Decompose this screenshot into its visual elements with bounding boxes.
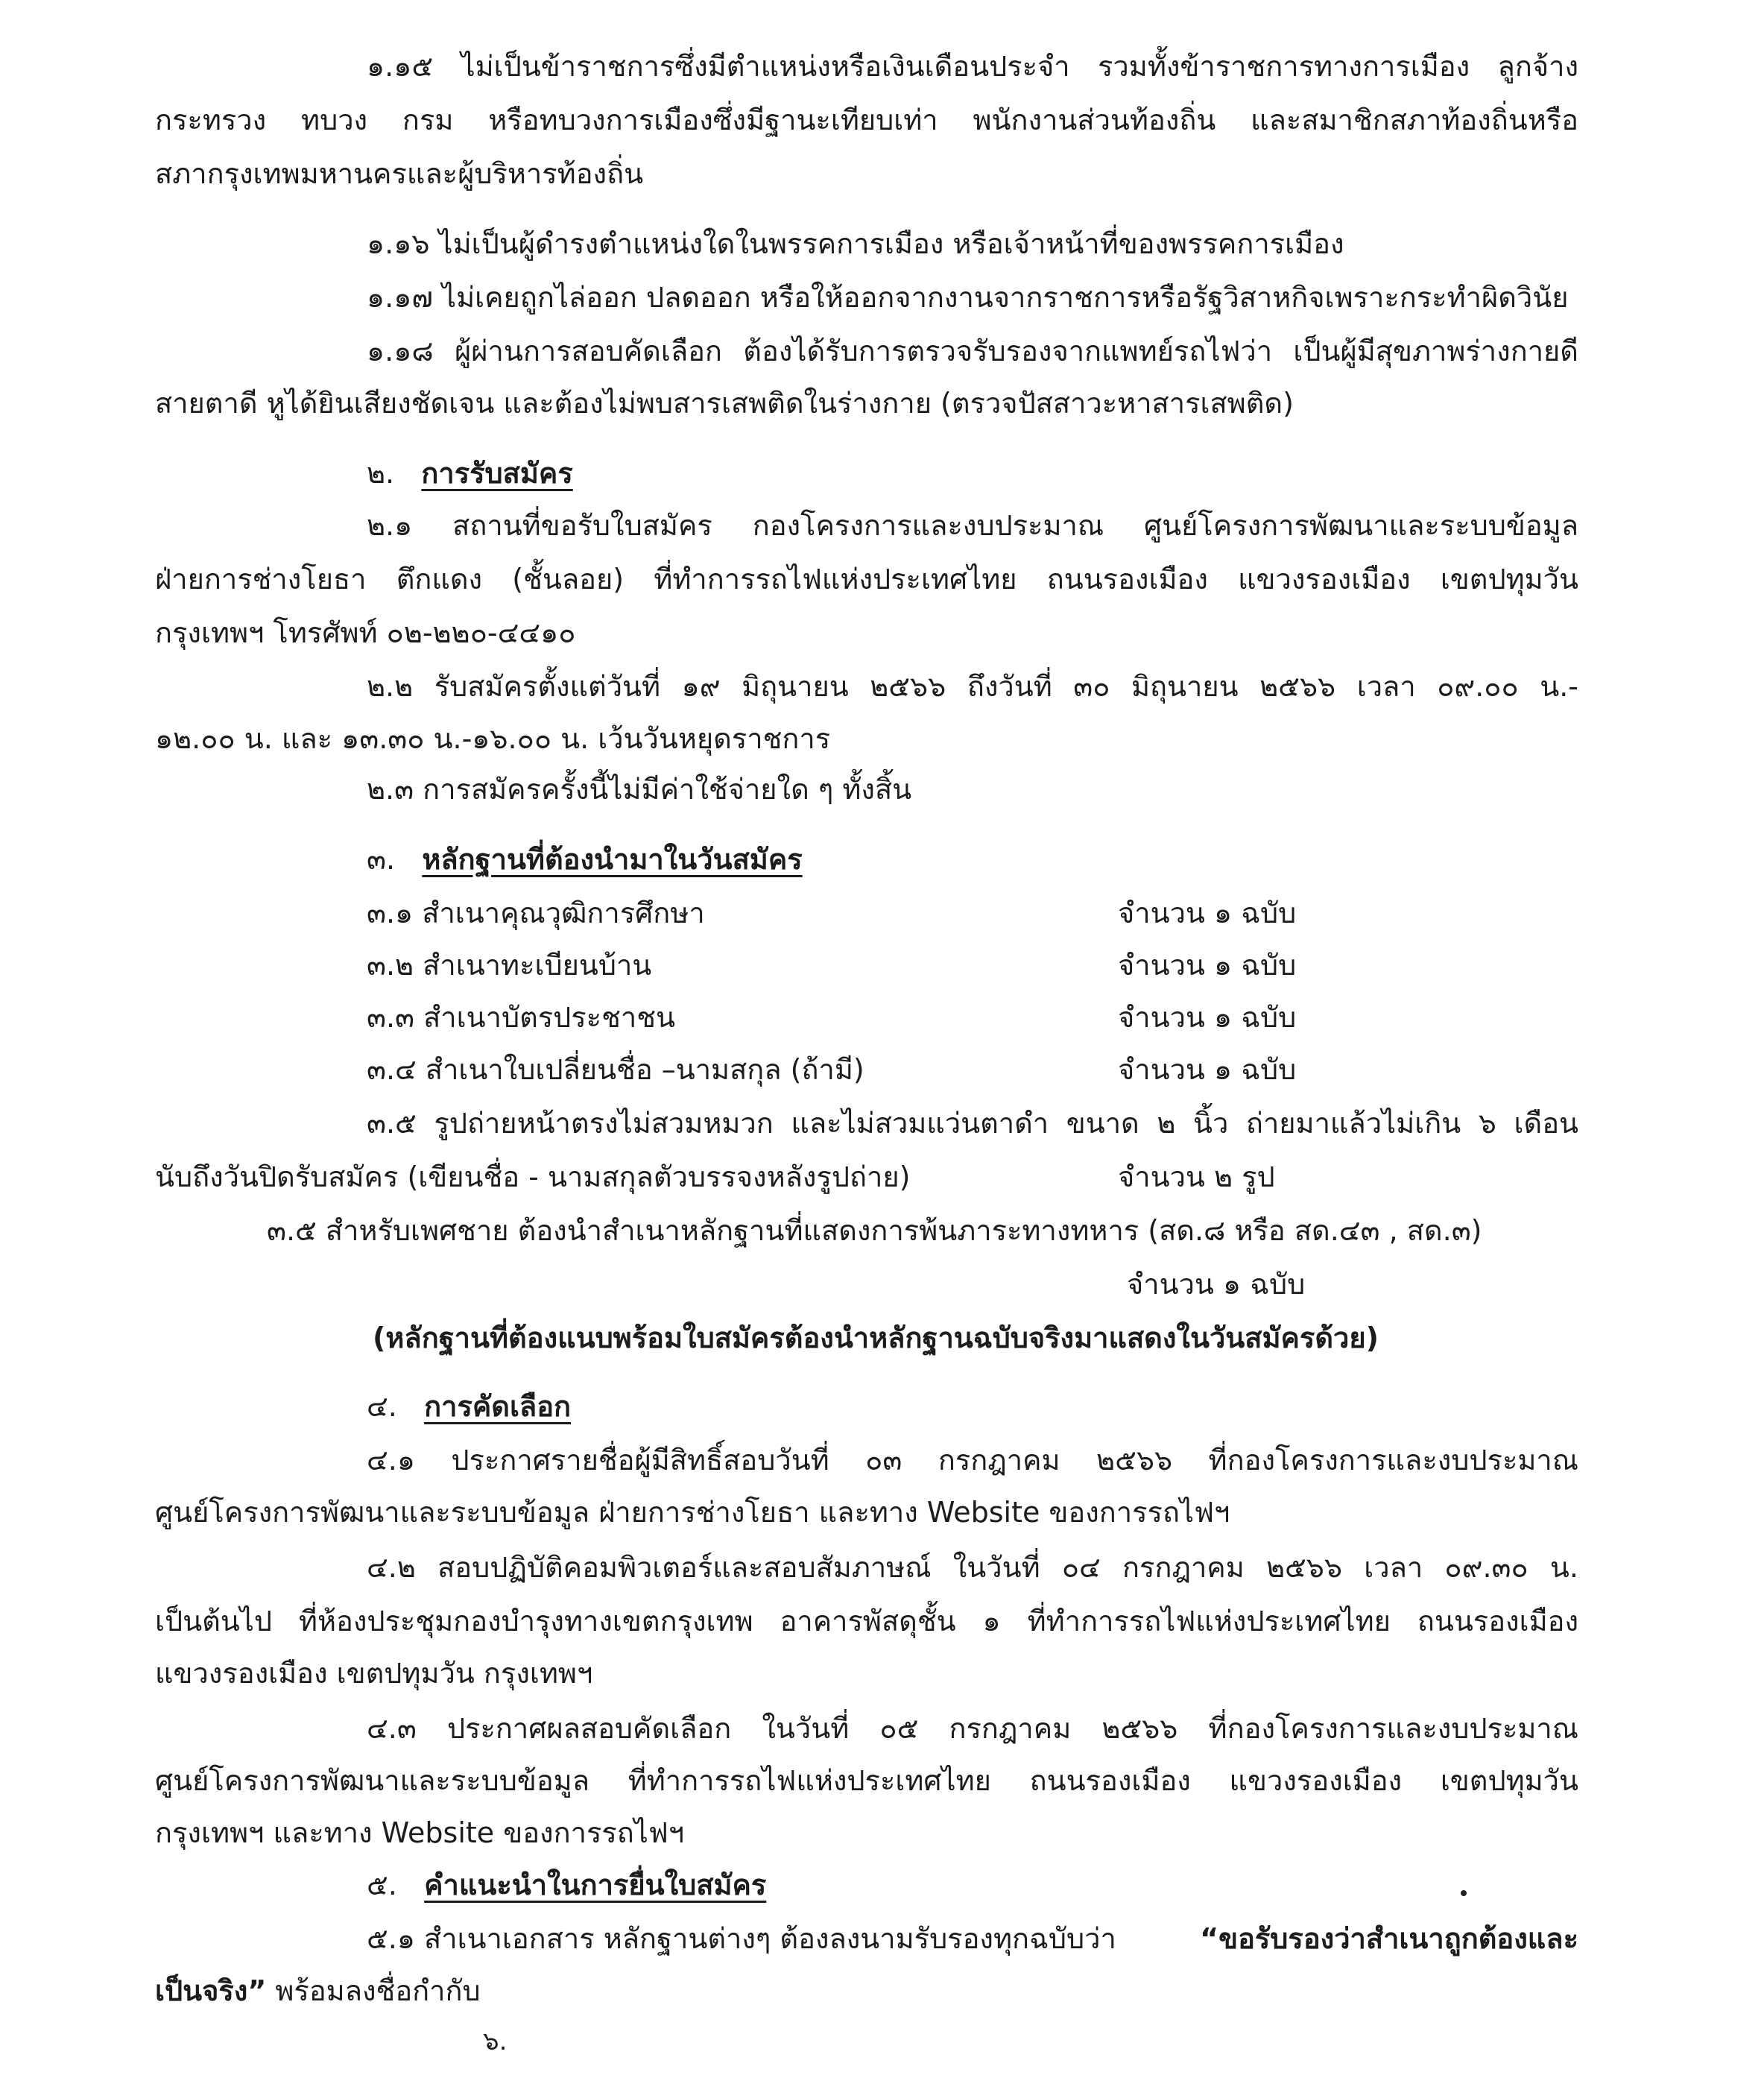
item-3-2-label: ๓.๒ สำเนาทะเบียนบ้าน — [367, 949, 652, 982]
section-3-number: ๓. — [367, 843, 396, 876]
item-5-1-line1: ๕.๑ สำเนาเอกสาร หลักฐานต่างๆ ต้องลงนามรับรองทุกฉบับว่า “ขอรับรองว่าสำเนาถูกต้องและ — [367, 1922, 1578, 1955]
section-2-title: การรับสมัคร — [421, 457, 573, 490]
item-3-1-label: ๓.๑ สำเนาคุณวุฒิการศึกษา — [367, 897, 705, 929]
item-3-4-label: ๓.๔ สำเนาใบเปลี่ยนชื่อ –นามสกุล (ถ้ามี) — [367, 1053, 864, 1086]
item-1-18-line2: สายตาดี หูได้ยินเสียงชัดเจน และต้องไม่พบสารเสพติดในร่างกาย (ตรวจปัสสาวะหาสารเสพติด) — [155, 387, 1294, 420]
item-4-1-line1: ๔.๑ ประกาศรายชื่อผู้มีสิทธิ์สอบวันที่ ๐๓ กรกฎาคม ๒๕๖๖ ที่กองโครงการและงบประมาณ — [367, 1444, 1578, 1476]
item-1-17: ๑.๑๗ ไม่เคยถูกไล่ออก ปลดออก หรือให้ออกจากงานจากราชการหรือรัฐวิสาหกิจเพราะกระทำผิดวินัย — [367, 281, 1569, 314]
item-3-5b-qty: จำนวน ๑ ฉบับ — [1127, 1268, 1306, 1301]
section-4-title: การคัดเลือก — [424, 1390, 572, 1423]
item-1-16: ๑.๑๖ ไม่เป็นผู้ดำรงตำแหน่งใดในพรรคการเมือง หรือเจ้าหน้าที่ของพรรคการเมือง — [367, 227, 1344, 260]
item-2-2-line1: ๒.๒ รับสมัครตั้งแต่วันที่ ๑๙ มิถุนายน ๒๕๖๖ ถึงวันที่ ๓๐ มิถุนายน ๒๕๖๖ เวลา ๐๙.๐๐ น.- — [367, 670, 1578, 703]
item-1-15-line3: สภากรุงเทพมหานครและผู้บริหารท้องถิ่น — [155, 157, 644, 190]
item-3-3-qty: จำนวน ๑ ฉบับ — [1118, 1001, 1297, 1034]
item-2-1-line3: กรุงเทพฯ โทรศัพท์ ๐๒-๒๒๐-๔๔๑๐ — [155, 616, 576, 649]
item-1-15-line2: กระทรวง ทบวง กรม หรือทบวงการเมืองซึ่งมีฐานะเทียบเท่า พนักงานส่วนท้องถิ่น และสมาชิกสภาท้องถิ่นหรือ — [155, 104, 1578, 136]
item-4-2-line1: ๔.๒ สอบปฏิบัติคอมพิวเตอร์และสอบสัมภาษณ์ ในวันที่ ๐๔ กรกฎาคม ๒๕๖๖ เวลา ๐๙.๓๐ น. — [367, 1551, 1578, 1584]
item-4-3-line3: กรุงเทพฯ และทาง Website ของการรถไฟฯ — [155, 1816, 685, 1849]
item-3-4-qty: จำนวน ๑ ฉบับ — [1118, 1053, 1297, 1086]
item-2-2-line2: ๑๒.๐๐ น. และ ๑๓.๓๐ น.-๑๖.๐๐ น. เว้นวันหยุดราชการ — [155, 722, 831, 755]
section-5-title: คำแนะนำในการยื่นใบสมัคร — [424, 1869, 767, 1901]
section-5-number: ๕. — [367, 1869, 397, 1901]
section-2-heading — [367, 457, 573, 490]
item-4-2-line3: แขวงรองเมือง เขตปทุมวัน กรุงเทพฯ — [155, 1657, 593, 1690]
item-3-3-label: ๓.๓ สำเนาบัตรประชาชน — [367, 1001, 675, 1034]
item-4-1-line2: ศูนย์โครงการพัฒนาและระบบข้อมูล ฝ่ายการช่างโยธา และทาง Website ของการรถไฟฯ — [155, 1496, 1230, 1529]
item-4-2-line2: เป็นต้นไป ที่ห้องประชุมกองบำรุงทางเขตกรุงเทพ อาคารพัสดุชั้น ๑ ที่ทำการรถไฟแห่งประเทศไทย ถนนรองเมือง — [155, 1605, 1578, 1637]
section-4-number: ๔. — [367, 1390, 397, 1423]
page-mark: ๖. — [483, 2027, 508, 2056]
stray-dot-mark — [1461, 1890, 1467, 1896]
item-4-3-line2: ศูนย์โครงการพัฒนาและระบบข้อมูล ที่ทำการรถไฟแห่งประเทศไทย ถนนรองเมือง แขวงรองเมือง เขตปทุมวัน — [155, 1764, 1578, 1797]
section-5-heading — [367, 1871, 766, 1899]
item-2-1-line2: ฝ่ายการช่างโยธา ตึกแดง (ชั้นลอย) ที่ทำการรถไฟแห่งประเทศไทย ถนนรองเมือง แขวงรองเมือง เขตปทุมวัน — [155, 563, 1578, 596]
item-3-5b-line1: ๓.๕ สำหรับเพศชาย ต้องนำสำเนาหลักฐานที่แสดงการพ้นภาระทางทหาร (สด.๘ หรือ สด.๔๓ , สด.๓) — [267, 1214, 1482, 1247]
item-5-1-line2: เป็นจริง” พร้อมลงชื่อกำกับ — [155, 1974, 481, 2007]
item-3-5-qty: จำนวน ๒ รูป — [1118, 1160, 1275, 1193]
item-1-15-line1: ๑.๑๕ ไม่เป็นข้าราชการซึ่งมีตำแหน่งหรือเงินเดือนประจำ รวมทั้งข้าราชการทางการเมือง ลูกจ้าง — [367, 50, 1578, 83]
item-3-1-qty: จำนวน ๑ ฉบับ — [1118, 897, 1297, 929]
item-2-1-line1: ๒.๑ สถานที่ขอรับใบสมัคร กองโครงการและงบประมาณ ศูนย์โครงการพัฒนาและระบบข้อมูล — [367, 509, 1578, 542]
item-3-2-qty: จำนวน ๑ ฉบับ — [1118, 949, 1297, 982]
section-2-number: ๒. — [367, 457, 395, 490]
section-4-heading — [367, 1392, 571, 1421]
item-3-5-line2: นับถึงวันปิดรับสมัคร (เขียนชื่อ - นามสกุลตัวบรรจงหลังรูปถ่าย) — [155, 1160, 911, 1193]
documents-note: (หลักฐานที่ต้องแนบพร้อมใบสมัครต้องนำหลักฐานฉบับจริงมาแสดงในวันสมัครด้วย) — [373, 1321, 1379, 1354]
section-3-title: หลักฐานที่ต้องนำมาในวันสมัคร — [422, 843, 803, 876]
item-3-5-line1: ๓.๕ รูปถ่ายหน้าตรงไม่สวมหมวก และไม่สวมแว่นตาดำ ขนาด ๒ นิ้ว ถ่ายมาแล้วไม่เกิน ๖ เดือน — [367, 1107, 1578, 1140]
item-2-3: ๒.๓ การสมัครครั้งนี้ไม่มีค่าใช้จ่ายใด ๆ ทั้งสิ้น — [367, 773, 912, 806]
section-3-heading — [367, 845, 803, 874]
item-4-3-line1: ๔.๓ ประกาศผลสอบคัดเลือก ในวันที่ ๐๕ กรกฎาคม ๒๕๖๖ ที่กองโครงการและงบประมาณ — [367, 1712, 1578, 1745]
item-1-18-line1: ๑.๑๘ ผู้ผ่านการสอบคัดเลือก ต้องได้รับการตรวจรับรองจากแพทย์รถไฟว่า เป็นผู้มีสุขภาพร่างกายดี — [367, 335, 1578, 367]
